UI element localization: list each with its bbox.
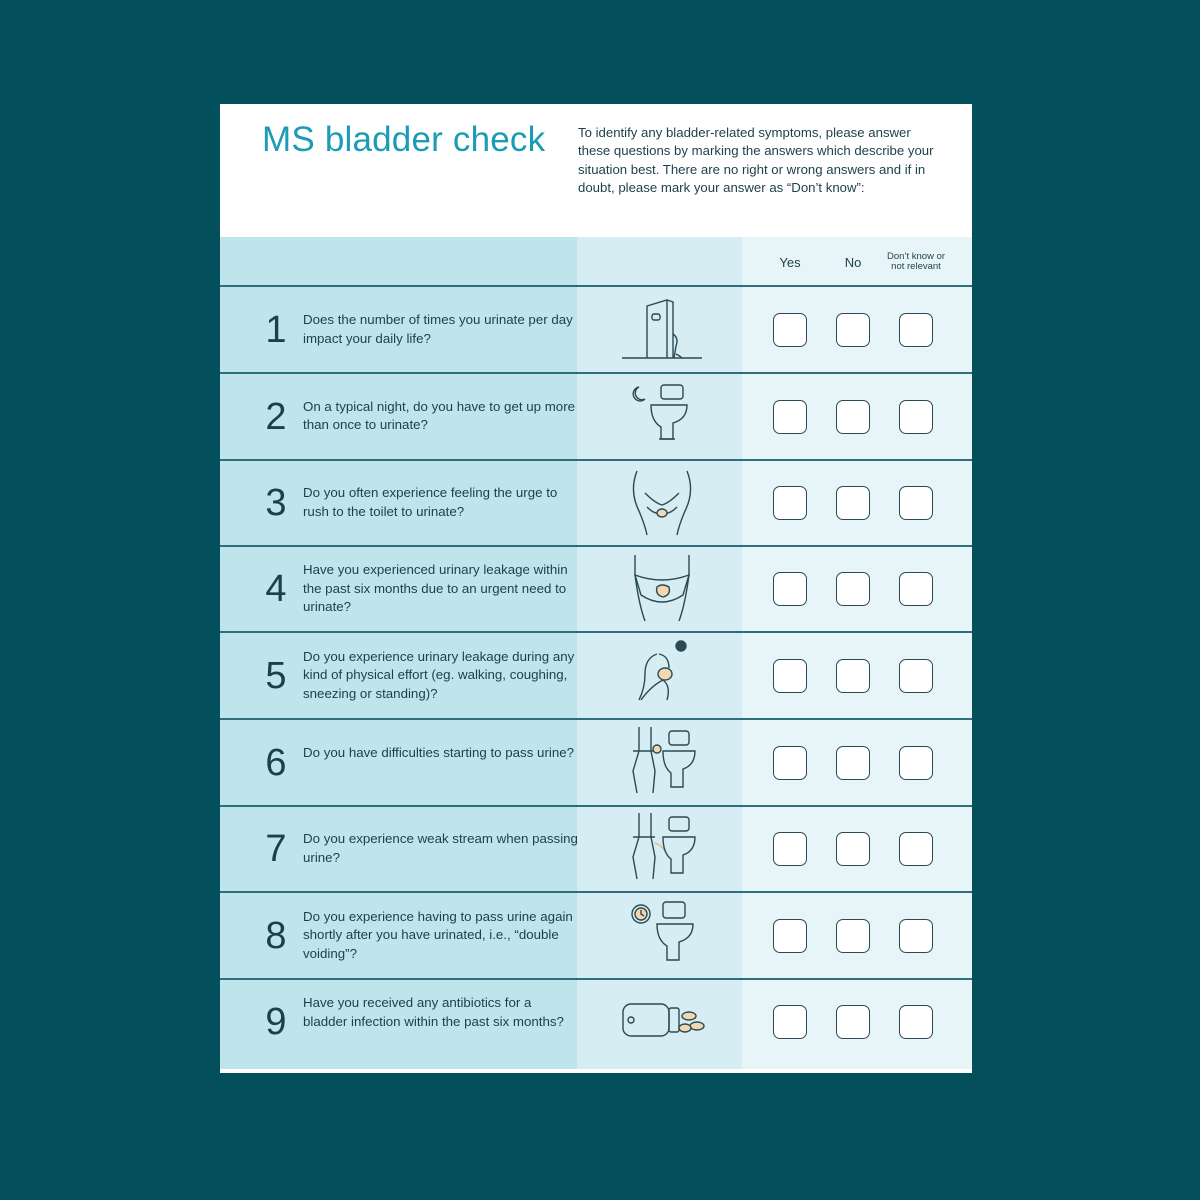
- moon-toilet-icon: [617, 381, 707, 451]
- answer-yes-checkbox[interactable]: [773, 313, 807, 347]
- question-row: [220, 632, 972, 719]
- question-row: [220, 892, 972, 979]
- question-number: 6: [265, 741, 287, 784]
- urge-body-icon: [617, 467, 707, 537]
- answer-no-checkbox[interactable]: [836, 832, 870, 866]
- question-text: Do you experience urinary leakage during any kind of physical effort (eg. walking, coughing, sneezing or standing)?: [303, 648, 575, 701]
- answer-no-checkbox[interactable]: [836, 572, 870, 606]
- answer-no-checkbox[interactable]: [836, 400, 870, 434]
- answer-yes-checkbox[interactable]: [773, 572, 807, 606]
- answer-no-checkbox[interactable]: [836, 746, 870, 780]
- answer-yes-checkbox[interactable]: [773, 400, 807, 434]
- person-toilet-stream-icon: [617, 813, 707, 883]
- answer-yes-checkbox[interactable]: [773, 486, 807, 520]
- questionnaire-table: [220, 237, 972, 1069]
- question-text: Do you experience having to pass urine again shortly after you have urinated, i.e., “double voiding”?: [303, 908, 573, 961]
- header-dont-know: Don’t know or not relevant: [886, 251, 946, 272]
- pill-bottle-icon: [617, 986, 707, 1056]
- header-row: [220, 237, 972, 287]
- question-number: 9: [265, 1001, 287, 1043]
- question-row: [220, 719, 972, 806]
- answer-dont-know-checkbox[interactable]: [899, 746, 933, 780]
- answer-no-checkbox[interactable]: [836, 486, 870, 520]
- sneezing-person-icon: [617, 640, 707, 710]
- person-toilet-icon: [617, 727, 707, 797]
- page-title: MS bladder check: [262, 120, 546, 159]
- clock-toilet-icon: [617, 900, 707, 970]
- question-number: 1: [265, 309, 287, 351]
- answer-no-checkbox[interactable]: [836, 919, 870, 953]
- question-row: [220, 287, 972, 373]
- question-row: [220, 373, 972, 460]
- intro-text: To identify any bladder-related symptoms, please answer these questions by marking the answers which describe your situation best. There are no right or wrong answers and if in doubt, please mark your answer as “Don’t know”:: [578, 125, 934, 196]
- leakage-underwear-icon: [617, 553, 707, 623]
- question-text: Have you experienced urinary leakage within the past six months due to an urgent need to urinate?: [303, 562, 568, 615]
- answer-no-checkbox[interactable]: [836, 313, 870, 347]
- header-yes: Yes: [779, 254, 801, 270]
- header-no: No: [844, 254, 862, 270]
- answer-dont-know-checkbox[interactable]: [899, 313, 933, 347]
- question-text: Does the number of times you urinate per day impact your daily life?: [303, 312, 573, 346]
- question-row: [220, 546, 972, 632]
- answer-yes-checkbox[interactable]: [773, 1005, 807, 1039]
- door-icon: [617, 294, 707, 364]
- answer-no-checkbox[interactable]: [836, 659, 870, 693]
- question-number: 7: [265, 828, 287, 870]
- question-text: Do you have difficulties starting to pass urine?: [303, 744, 575, 760]
- question-text: On a typical night, do you have to get up more than once to urinate?: [303, 398, 576, 433]
- answer-no-checkbox[interactable]: [836, 1005, 870, 1039]
- question-row: [220, 460, 972, 546]
- answer-yes-checkbox[interactable]: [773, 746, 807, 780]
- question-text: Do you experience weak stream when passing urine?: [303, 831, 578, 865]
- question-row: [220, 806, 972, 892]
- question-text: Do you often experience feeling the urge to rush to the toilet to urinate?: [303, 485, 558, 519]
- answer-dont-know-checkbox[interactable]: [899, 659, 933, 693]
- question-number: 4: [265, 568, 287, 610]
- question-number: 8: [265, 914, 287, 957]
- question-text: Have you received any antibiotics for a bladder infection within the past six months?: [303, 995, 564, 1029]
- answer-dont-know-checkbox[interactable]: [899, 832, 933, 866]
- answer-dont-know-checkbox[interactable]: [899, 400, 933, 434]
- answer-yes-checkbox[interactable]: [773, 919, 807, 953]
- question-number: 5: [265, 654, 287, 697]
- question-number: 3: [265, 482, 287, 524]
- answer-dont-know-checkbox[interactable]: [899, 919, 933, 953]
- answer-dont-know-checkbox[interactable]: [899, 572, 933, 606]
- answer-yes-checkbox[interactable]: [773, 832, 807, 866]
- bladder-check-sheet: [220, 104, 972, 1073]
- answer-dont-know-checkbox[interactable]: [899, 486, 933, 520]
- answer-dont-know-checkbox[interactable]: [899, 1005, 933, 1039]
- answer-yes-checkbox[interactable]: [773, 659, 807, 693]
- question-number: 2: [265, 395, 287, 438]
- question-row: [220, 979, 972, 1065]
